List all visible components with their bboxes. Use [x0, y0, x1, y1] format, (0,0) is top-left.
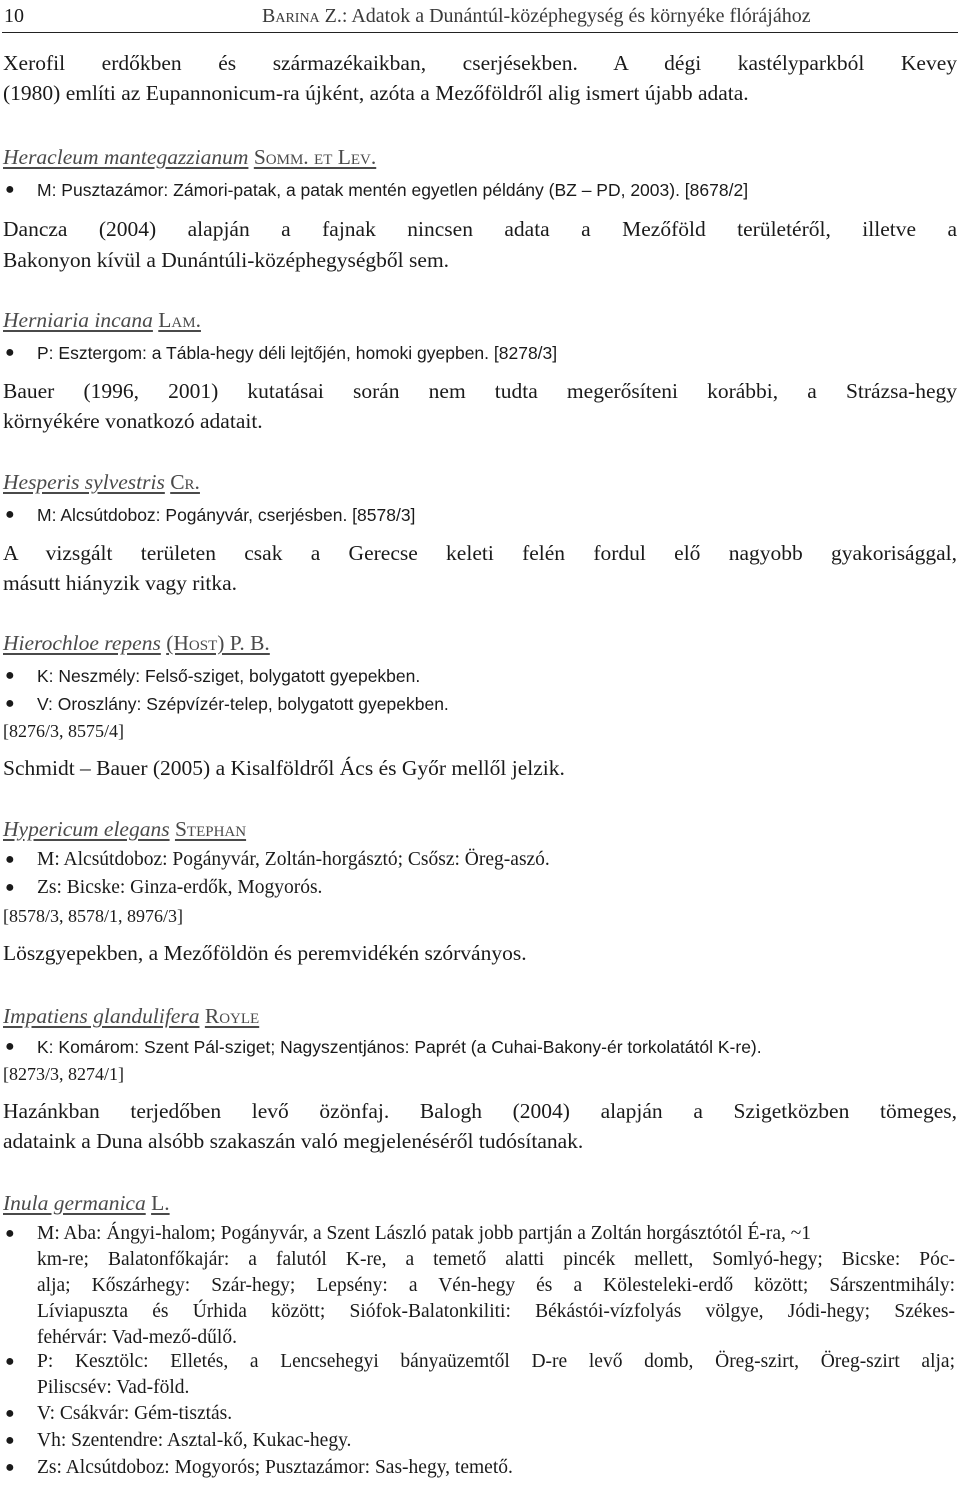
locality-item	[3, 1222, 957, 1352]
page-number: 10	[4, 5, 24, 27]
locality-text: M: Alcsútdoboz: Pogányvár, cserjésben. [8578/3]	[37, 505, 416, 525]
locality-line: Piliscsév: Vad-föld.	[37, 1377, 190, 1398]
species-entry	[3, 142, 957, 282]
bullet-icon: ●	[5, 344, 15, 361]
grid-reference: [8276/3, 8575/4]	[3, 721, 124, 741]
species-name: Hesperis sylvestris	[3, 470, 165, 494]
bullet-icon: ●	[5, 506, 15, 523]
species-heading	[3, 814, 957, 844]
bullet-icon: ●	[5, 695, 15, 712]
running-title-text: : Adatok a Dunántúl-középhegység és környéke flórájához	[341, 5, 811, 27]
species-name: Hypericum elegans	[3, 817, 170, 841]
species-entry	[3, 1001, 957, 1161]
locality-text: Zs: Bicske: Ginza-erdők, Mogyorós.	[37, 877, 323, 898]
locality-item	[3, 1350, 957, 1404]
note-line: Bakonyon kívül a Dunántúli-középhegységből sem.	[3, 248, 450, 272]
locality-text: Vh: Szentendre: Asztal-kő, Kukac-hegy.	[37, 1430, 352, 1451]
bullet-icon: ●	[5, 1459, 15, 1476]
running-title	[262, 2, 811, 30]
locality-text: Zs: Alcsútdoboz: Mogyorós; Pusztazámor: Sas-hegy, temető.	[37, 1457, 513, 1478]
species-heading	[3, 1001, 957, 1031]
species-entry	[3, 305, 957, 441]
note-line: másutt hiányzik vagy ritka.	[3, 571, 238, 595]
locality-line: fehérvár: Vad-mező-dűlő.	[37, 1327, 237, 1348]
species-author: Royle	[204, 1004, 260, 1028]
species-name: Herniaria incana	[3, 308, 153, 332]
bullet-icon: ●	[5, 1405, 15, 1422]
note-line: Bauer (1996, 2001) kutatásai során nem tudta megerősíteni korábbi, a Strázsa-hegy	[3, 379, 957, 403]
locality-text: K: Komárom: Szent Pál-sziget; Nagyszentjános: Paprét (a Cuhai-Bakony-ér torkolatától K-re).	[37, 1037, 762, 1057]
bullet-icon: ●	[5, 181, 15, 198]
locality-line: P: Kesztölc: Elletés, a Lencsehegyi bányaüzemtől D-re levő domb, Öreg-szirt, Öreg-szirt alja;	[37, 1351, 955, 1372]
species-name: Impatiens glandulifera	[3, 1004, 200, 1028]
species-entry	[3, 1188, 957, 1494]
species-name: Hierochloe repens	[3, 631, 161, 655]
text-line: Xerofil erdőkben és származékaikban, cserjésekben. A dégi kastélyparkból Kevey	[3, 51, 957, 75]
note-line: Löszgyepekben, a Mezőföldön és peremvidékén szórványos.	[3, 941, 527, 965]
locality-line: M: Aba: Ángyi-halom; Pogányvár, a Szent László patak jobb partján a Zoltán horgásztótól É-ra, ~1	[37, 1223, 812, 1244]
grid-reference: [8273/3, 8274/1]	[3, 1064, 124, 1084]
bullet-icon: ●	[5, 1353, 15, 1370]
intro-paragraph	[3, 48, 957, 110]
species-heading	[3, 1188, 957, 1218]
note-line: A vizsgált területen csak a Gerecse keleti felén fordul elő nagyobb gyakorisággal,	[3, 541, 957, 565]
note-line: környékére vonatkozó adatait.	[3, 409, 263, 433]
bullet-icon: ●	[5, 1432, 15, 1449]
locality-line: Líviapuszta és Úrhida között; Siófok-Balatonkiliti: Békástói-vízfolyás völgye, Jódi-hegy; Székes-	[37, 1301, 955, 1322]
species-entry	[3, 814, 957, 974]
species-author: L.	[151, 1191, 170, 1215]
species-author: Stephan	[174, 817, 247, 841]
species-author: Cr.	[170, 470, 200, 494]
species-entry	[3, 467, 957, 603]
locality-text: V: Oroszlány: Szépvízér-telep, bolygatott gyepekben.	[37, 694, 449, 714]
note-line: Schmidt – Bauer (2005) a Kisalföldről Ács és Győr mellől jelzik.	[3, 756, 565, 780]
page-header	[2, 2, 958, 33]
locality-text: M: Pusztazámor: Zámori-patak, a patak mentén egyetlen példány (BZ – PD, 2003). [8678/2]	[37, 180, 749, 200]
species-heading	[3, 467, 957, 497]
grid-reference: [8578/3, 8578/1, 8976/3]	[3, 906, 183, 926]
locality-text: K: Neszmély: Felső-sziget, bolygatott gyepekben.	[37, 666, 421, 686]
running-title-author: Barina Z.	[262, 5, 342, 27]
note-line: Dancza (2004) alapján a fajnak nincsen adata a Mezőföld területéről, illetve a	[3, 217, 957, 241]
locality-line: alja; Kőszárhegy: Szár-hegy; Lepsény: a Vén-hegy és a Kölesteleki-erdő között; Sárszentmihály:	[37, 1275, 955, 1296]
bullet-icon: ●	[5, 1225, 15, 1242]
species-author: Lam.	[158, 308, 201, 332]
bullet-icon: ●	[5, 879, 15, 896]
species-name: Inula germanica	[3, 1191, 146, 1215]
bullet-icon: ●	[5, 667, 15, 684]
species-name: Heracleum mantegazzianum	[3, 145, 249, 169]
bullet-icon: ●	[5, 1038, 15, 1055]
species-author: Somm. et Lev.	[253, 145, 377, 169]
bullet-icon: ●	[5, 851, 15, 868]
locality-text: P: Esztergom: a Tábla-hegy déli lejtőjén, homoki gyepben. [8278/3]	[37, 343, 558, 363]
species-heading	[3, 305, 957, 335]
locality-text: M: Alcsútdoboz: Pogányvár, Zoltán-horgásztó; Csősz: Öreg-aszó.	[37, 849, 550, 870]
text-line: (1980) említi az Eupannonicum-ra újként, azóta a Mezőföldről alig ismert újabb adata.	[3, 81, 749, 105]
species-heading	[3, 142, 957, 172]
species-entry	[3, 628, 957, 788]
note-line: Hazánkban terjedőben levő özönfaj. Balogh (2004) alapján a Szigetközben tömeges,	[3, 1099, 957, 1123]
species-heading	[3, 628, 957, 658]
species-author: (Host) P. B.	[166, 631, 270, 655]
locality-line: km-re; Balatonfőkajár: a falutól K-re, a temető alatti pincék mellett, Somlyó-hegy; Bicske: Póc-	[37, 1249, 955, 1270]
note-line: adataink a Duna alsóbb szakaszán való megjelenéséről tudósítanak.	[3, 1129, 584, 1153]
locality-text: V: Csákvár: Gém-tisztás.	[37, 1403, 233, 1424]
